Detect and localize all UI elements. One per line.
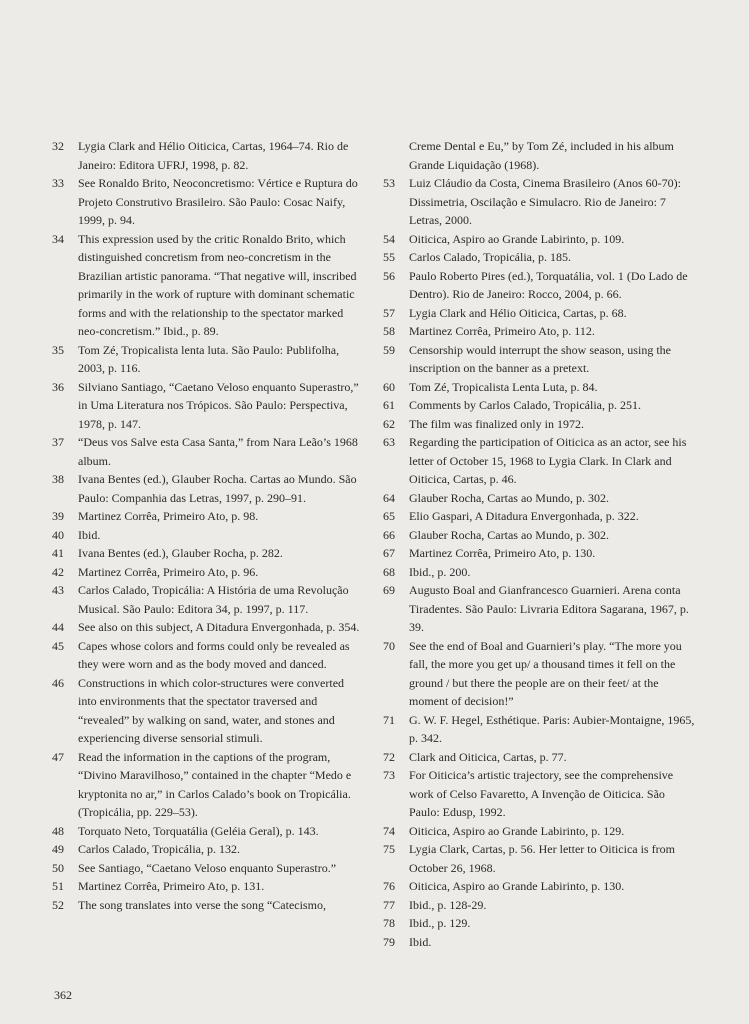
footnote-text: Martinez Corrêa, Primeiro Ato, p. 112. [409, 324, 595, 338]
footnote-text: Luiz Cláudio da Costa, Cinema Brasileiro (Anos 60-70): Dissimetria, Oscilação e Simulacro. Rio de Janeiro: 7 Letras, 2000. [409, 176, 681, 227]
footnote-text: Ivana Bentes (ed.), Glauber Rocha. Cartas ao Mundo. São Paulo: Companhia das Letras, 1997, p. 290–91. [78, 472, 357, 505]
footnote-number: 68 [383, 564, 395, 579]
footnote-number: 49 [52, 842, 64, 856]
footnote [383, 526, 695, 545]
footnote [383, 896, 695, 915]
footnote [52, 674, 364, 748]
footnote [52, 507, 364, 526]
footnote-number: 35 [52, 342, 64, 357]
footnote [52, 433, 364, 470]
footnote-number: 79 [383, 934, 395, 949]
footnote [383, 637, 695, 711]
footnote-number: 54 [383, 231, 395, 246]
footnote-text: Paulo Roberto Pires (ed.), Torquatália, vol. 1 (Do Lado de Dentro). Rio de Janeiro: Rocco, 2004, p. 66. [409, 268, 688, 301]
footnote-text: Tom Zé, Tropicalista Lenta Luta, p. 84. [409, 379, 598, 394]
footnote-text: Regarding the participation of Oiticica as an actor, see his letter of October 15, 1968 to Lygia Clark. In Clark and Oiticica, Cartas, p. 46. [409, 435, 687, 486]
footnote [383, 581, 695, 637]
footnote-number: 39 [52, 509, 64, 523]
footnote [52, 378, 364, 434]
footnote [52, 840, 364, 859]
footnote [52, 341, 364, 378]
footnote [52, 563, 364, 582]
footnote-number: 56 [383, 268, 395, 283]
footnote-number: 47 [52, 749, 64, 764]
footnote-text: Oiticica, Aspiro ao Grande Labirinto, p. 109. [409, 231, 625, 246]
footnote-text: Torquato Neto, Torquatália (Geléia Geral), p. 143. [78, 823, 319, 838]
footnote-text: Ibid., p. 200. [409, 564, 471, 579]
footnote [52, 581, 364, 618]
footnote [383, 230, 695, 249]
footnote-number: 73 [383, 768, 395, 782]
footnote-number: 66 [383, 527, 395, 542]
footnote-number: 45 [52, 638, 64, 653]
footnote-text: The song translates into verse the song “Catecismo, [78, 897, 326, 912]
footnote-number: 67 [383, 546, 395, 560]
footnote-number: 37 [52, 435, 64, 449]
footnote-number: 60 [383, 379, 395, 394]
footnote [383, 507, 695, 526]
footnote-text: Clark and Oiticica, Cartas, p. 77. [409, 749, 567, 764]
footnote-number: 38 [52, 472, 64, 486]
footnote [383, 304, 695, 323]
footnote-text: Ibid. [409, 934, 432, 949]
footnote [383, 748, 695, 767]
footnote-text: Constructions in which color-structures were converted into environments that the spectator traversed and “revealed” by walking on sand, water, and stones and experiencing diverse sensorial stimuli. [78, 675, 345, 745]
footnote-number: 44 [52, 620, 64, 634]
footnote-number: 71 [383, 712, 395, 727]
footnote-number: 78 [383, 916, 395, 930]
footnote [52, 544, 364, 563]
footnote-text: Oiticica, Aspiro ao Grande Labirinto, p. 130. [409, 879, 625, 893]
footnote [383, 322, 695, 341]
footnote [383, 877, 695, 896]
footnote-number: 40 [52, 527, 64, 542]
footnote-number: 53 [383, 176, 395, 190]
footnote-text: Lygia Clark and Hélio Oiticica, Cartas, p. 68. [409, 305, 627, 320]
footnote [383, 267, 695, 304]
footnote-text: Carlos Calado, Tropicália, p. 132. [78, 842, 240, 856]
footnote [383, 933, 695, 952]
footnote-text: Martinez Corrêa, Primeiro Ato, p. 96. [78, 564, 259, 579]
footnote-number: 42 [52, 564, 64, 579]
footnote [383, 822, 695, 841]
footnote-text: See Santiago, “Caetano Veloso enquanto Superastro.” [78, 860, 337, 875]
footnote-text: Martinez Corrêa, Primeiro Ato, p. 130. [409, 546, 596, 560]
footnote [383, 489, 695, 508]
footnote-text: Censorship would interrupt the show season, using the inscription on the banner as a pretext. [409, 342, 671, 375]
footnote-text: Ibid., p. 128-29. [409, 897, 487, 912]
footnote [383, 174, 695, 230]
footnote-number: 32 [52, 139, 64, 153]
footnote-number: 61 [383, 398, 395, 412]
footnote [52, 748, 364, 822]
footnote-number: 46 [52, 675, 64, 690]
footnote [52, 822, 364, 841]
footnote-text: For Oiticica’s artistic trajectory, see the comprehensive work of Celso Favaretto, A Invenção de Oiticica. São Paulo: Edusp, 1992. [409, 768, 674, 819]
footnote-number: 65 [383, 509, 395, 523]
footnote-text: Creme Dental e Eu,” by Tom Zé, included in his album Grande Liquidação (1968). [409, 139, 674, 172]
page-number: 362 [54, 988, 72, 1002]
footnote [52, 230, 364, 341]
footnote-text: Tom Zé, Tropicalista lenta luta. São Paulo: Publifolha, 2003, p. 116. [78, 342, 340, 375]
footnote [383, 433, 695, 489]
footnote-text: This expression used by the critic Ronaldo Brito, which distinguished concretism from neo-concretism in the Brazilian artistic panorama. “That negative will, inscribed primarily in the work of rupture with dominant schematic forms and with the relationship to the spectator marked neo-concretism.” Ibid., p. 89. [78, 231, 357, 338]
footnote-text: Martinez Corrêa, Primeiro Ato, p. 98. [78, 509, 259, 523]
footnote-number: 62 [383, 416, 395, 431]
footnote-number: 41 [52, 546, 64, 560]
footnote-number: 59 [383, 342, 395, 357]
footnote-number: 50 [52, 860, 64, 875]
footnote-text: Lygia Clark and Hélio Oiticica, Cartas, 1964–74. Rio de Janeiro: Editora UFRJ, 1998, p. 82. [78, 139, 349, 172]
footnote-text: See Ronaldo Brito, Neoconcretismo: Vértice e Ruptura do Projeto Construtivo Brasileiro. São Paulo: Cosac Naify, 1999, p. 94. [78, 176, 358, 227]
footnote-text: See also on this subject, A Ditadura Envergonhada, p. 354. [78, 620, 360, 634]
footnote-number: 77 [383, 897, 395, 912]
footnote-text: The film was finalized only in 1972. [409, 416, 584, 431]
footnote-text: Martinez Corrêa, Primeiro Ato, p. 131. [78, 879, 265, 893]
footnote-number: 75 [383, 842, 395, 856]
footnote [52, 618, 364, 637]
footnote-text: Lygia Clark, Cartas, p. 56. Her letter to Oiticica is from October 26, 1968. [409, 842, 675, 875]
footnote-text: G. W. F. Hegel, Esthétique. Paris: Aubier-Montaigne, 1965, p. 342. [409, 712, 695, 745]
footnote-number [383, 137, 409, 174]
footnote [52, 470, 364, 507]
footnote-text: “Deus vos Salve esta Casa Santa,” from Nara Leão’s 1968 album. [78, 435, 358, 468]
footnote-text: Read the information in the captions of the program, “Divino Maravilhoso,” contained in the chapter “Medo e kryptonita no ar,” in Carlos Calado’s book on Tropicália. (Tropicália, pp. 229–53). [78, 749, 352, 819]
footnote [383, 415, 695, 434]
footnote-number: 52 [52, 897, 64, 912]
footnote-number: 63 [383, 435, 395, 449]
footnote [383, 840, 695, 877]
notes-right-column [383, 137, 695, 951]
footnote [383, 137, 695, 174]
footnote-text: See the end of Boal and Guarnieri’s play. “The more you fall, the more you get up/ a thousand times it fell on the ground / but there the people are on their feet/ at the moment of decision!” [409, 638, 682, 708]
footnote-text: Oiticica, Aspiro ao Grande Labirinto, p. 129. [409, 823, 625, 838]
footnote-text: Glauber Rocha, Cartas ao Mundo, p. 302. [409, 527, 609, 542]
footnote-number: 58 [383, 324, 395, 338]
footnote-number: 74 [383, 823, 395, 838]
footnote [52, 859, 364, 878]
footnote-number: 34 [52, 231, 64, 246]
footnote [383, 396, 695, 415]
footnote-number: 72 [383, 749, 395, 764]
footnote [383, 711, 695, 748]
notes-left-column [52, 137, 364, 914]
footnote [383, 563, 695, 582]
footnote [383, 544, 695, 563]
footnote-text: Carlos Calado, Tropicália: A História de uma Revolução Musical. São Paulo: Editora 34, p. 1997, p. 117. [78, 583, 349, 616]
footnote-number: 70 [383, 638, 395, 653]
footnote-number: 51 [52, 879, 64, 893]
footnote [383, 248, 695, 267]
footnote [383, 766, 695, 822]
footnote-number: 57 [383, 305, 395, 320]
footnote [383, 914, 695, 933]
footnote-number: 48 [52, 823, 64, 838]
footnote [52, 877, 364, 896]
footnote-text: Glauber Rocha, Cartas ao Mundo, p. 302. [409, 490, 609, 505]
footnote [52, 896, 364, 915]
footnote-text: Capes whose colors and forms could only be revealed as they were worn and as the body moved and danced. [78, 638, 350, 671]
footnote-number: 36 [52, 379, 64, 394]
footnote-number: 33 [52, 176, 64, 190]
footnote-text: Ivana Bentes (ed.), Glauber Rocha, p. 282. [78, 546, 283, 560]
footnote [52, 637, 364, 674]
footnote-text: Ibid., p. 129. [409, 916, 471, 930]
footnote-text: Carlos Calado, Tropicália, p. 185. [409, 250, 571, 264]
footnote-text: Silviano Santiago, “Caetano Veloso enquanto Superastro,” in Uma Literatura nos Trópicos. São Paulo: Perspectiva, 1978, p. 147. [78, 379, 359, 431]
footnote-text: Augusto Boal and Gianfrancesco Guarnieri. Arena conta Tiradentes. São Paulo: Livraria Editora Sagarana, 1967, p. 39. [409, 583, 689, 634]
footnote-text: Comments by Carlos Calado, Tropicália, p. 251. [409, 398, 641, 412]
footnote-number: 69 [383, 583, 395, 597]
footnote [383, 341, 695, 378]
footnote-number: 55 [383, 250, 395, 264]
footnote [52, 137, 364, 174]
footnote-number: 43 [52, 583, 64, 597]
footnote-number: 76 [383, 879, 395, 893]
footnote [52, 526, 364, 545]
footnote [52, 174, 364, 230]
footnote-text: Ibid. [78, 527, 101, 542]
footnote [383, 378, 695, 397]
footnote-number: 64 [383, 490, 395, 505]
footnote-text: Elio Gaspari, A Ditadura Envergonhada, p. 322. [409, 509, 639, 523]
